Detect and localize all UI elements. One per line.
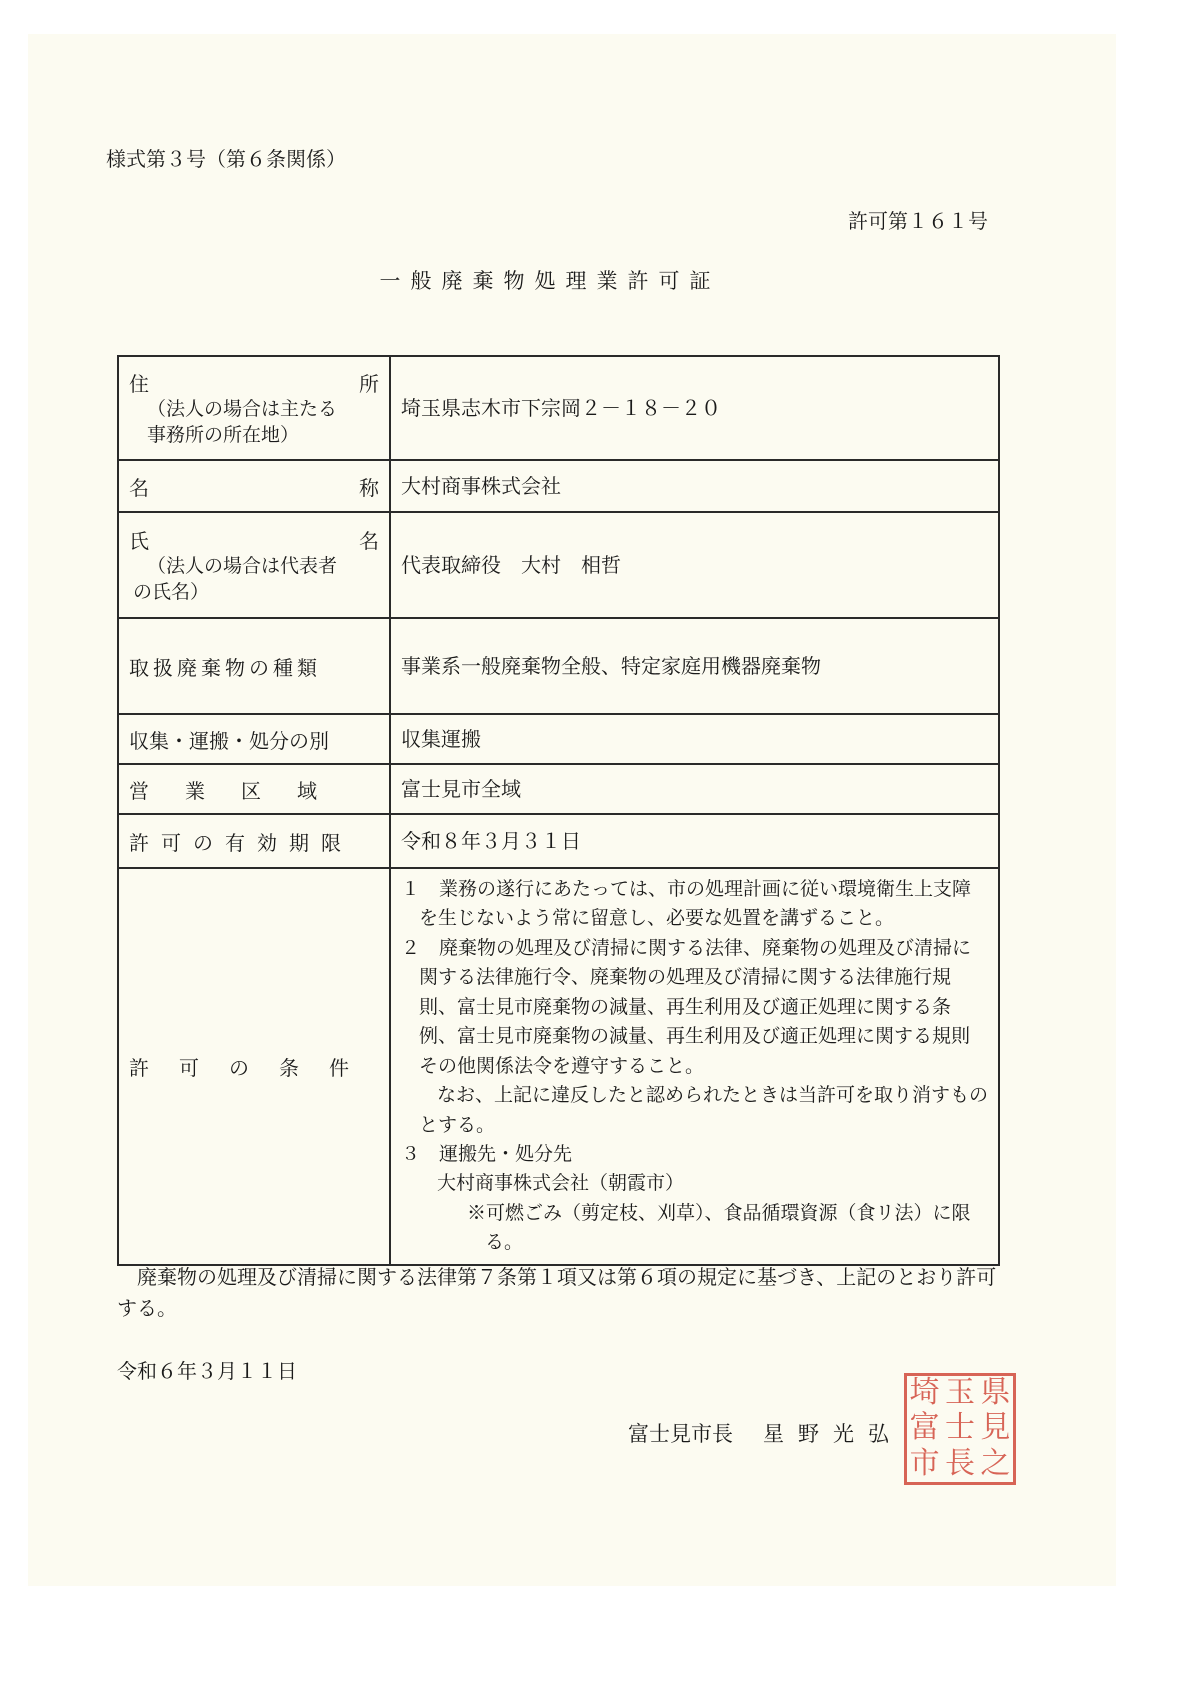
label-validity: 許可の有効期限: [118, 814, 390, 868]
seal-char: 市: [909, 1445, 940, 1481]
legal-basis: 廃棄物の処理及び清掃に関する法律第７条第１項又は第６項の規定に基づき、上記のとおり許可する。: [117, 1265, 997, 1320]
label-name: [118, 460, 390, 512]
label-address: [118, 356, 390, 460]
row-area: [118, 764, 999, 814]
row-representative: [118, 512, 999, 618]
label-representative-note-2: の氏名）: [133, 580, 210, 603]
condition-item-2: ２ 廃棄物の処理及び清掃に関する法律、廃棄物の処理及び清掃に関する法律施行令、廃棄物の処理及び清掃に関する法律施行規則、富士見市廃棄物の減量、再生利用及び適正処理に関する条例、富士見市廃棄物の減量、再生利用及び適正処理に関する規則その他関係法令を遵守すること。: [401, 936, 972, 1077]
label-name-a: 名: [129, 475, 149, 500]
value-representative: 代表取締役 大村 相哲: [390, 512, 999, 618]
value-conditions: [390, 868, 999, 1265]
signer-name: 星野光弘: [763, 1422, 903, 1446]
issue-date: 令和６年３月１１日: [117, 1359, 297, 1383]
seal-char: 県: [980, 1375, 1011, 1410]
permit-table: [117, 355, 1000, 1266]
seal-char: 長: [944, 1445, 975, 1481]
seal-char: 士: [944, 1410, 975, 1446]
value-name: 大村商事株式会社: [390, 460, 999, 512]
row-validity: [118, 814, 999, 868]
condition-item-3-company: 大村商事株式会社（朝霞市）: [437, 1172, 685, 1195]
label-representative-b: 名: [359, 528, 379, 553]
seal-char: 玉: [944, 1375, 975, 1410]
permit-number: 許可第１６１号: [848, 209, 988, 233]
label-address-note-1: （法人の場合は主たる: [147, 397, 338, 420]
value-area: 富士見市全域: [390, 764, 999, 814]
label-category: 収集・運搬・処分の別: [118, 714, 390, 764]
row-address: [118, 356, 999, 460]
label-address-b: 所: [359, 371, 379, 396]
form-number: 様式第３号（第６条関係）: [106, 147, 346, 171]
seal-char: 富: [909, 1410, 940, 1446]
condition-item-3-note: ※可燃ごみ（剪定枝、刈草）、食品循環資源（食リ法）に限る。: [467, 1201, 971, 1254]
label-waste-type: 取扱廃棄物の種類: [118, 618, 390, 714]
row-waste-type: [118, 618, 999, 714]
row-conditions: [118, 868, 999, 1265]
official-seal: [904, 1373, 1016, 1485]
seal-char: 之: [980, 1445, 1011, 1481]
seal-char: 見: [980, 1410, 1011, 1446]
value-address: 埼玉県志木市下宗岡２－１８－２０: [390, 356, 999, 460]
label-address-a: 住: [129, 371, 149, 396]
value-category: 収集運搬: [390, 714, 999, 764]
value-validity: 令和８年３月３１日: [390, 814, 999, 868]
seal-char: 埼: [909, 1375, 940, 1410]
label-address-note-2: 事務所の所在地）: [147, 423, 300, 446]
row-name: [118, 460, 999, 512]
condition-item-1: １ 業務の遂行にあたっては、市の処理計画に従い環境衛生上支障を生じないよう常に留意し、必要な処置を講ずること。: [401, 878, 972, 930]
label-name-b: 称: [359, 475, 379, 500]
document-title: 一般廃棄物処理業許可証: [379, 269, 721, 293]
label-representative-a: 氏: [129, 528, 149, 553]
value-waste-type: 事業系一般廃棄物全般、特定家庭用機器廃棄物: [390, 618, 999, 714]
condition-item-3: ３ 運搬先・処分先: [401, 1142, 573, 1165]
signer-title: 富士見市長: [628, 1422, 733, 1446]
label-area: 営業区域: [118, 764, 390, 814]
label-representative: [118, 512, 390, 618]
row-category: [118, 714, 999, 764]
label-representative-note-1: （法人の場合は代表者: [147, 554, 338, 577]
label-conditions: 許可の条件: [118, 868, 390, 1265]
condition-item-2-note: なお、上記に違反したと認められたときは当許可を取り消すものとする。: [419, 1084, 989, 1136]
signer: [628, 1418, 903, 1448]
